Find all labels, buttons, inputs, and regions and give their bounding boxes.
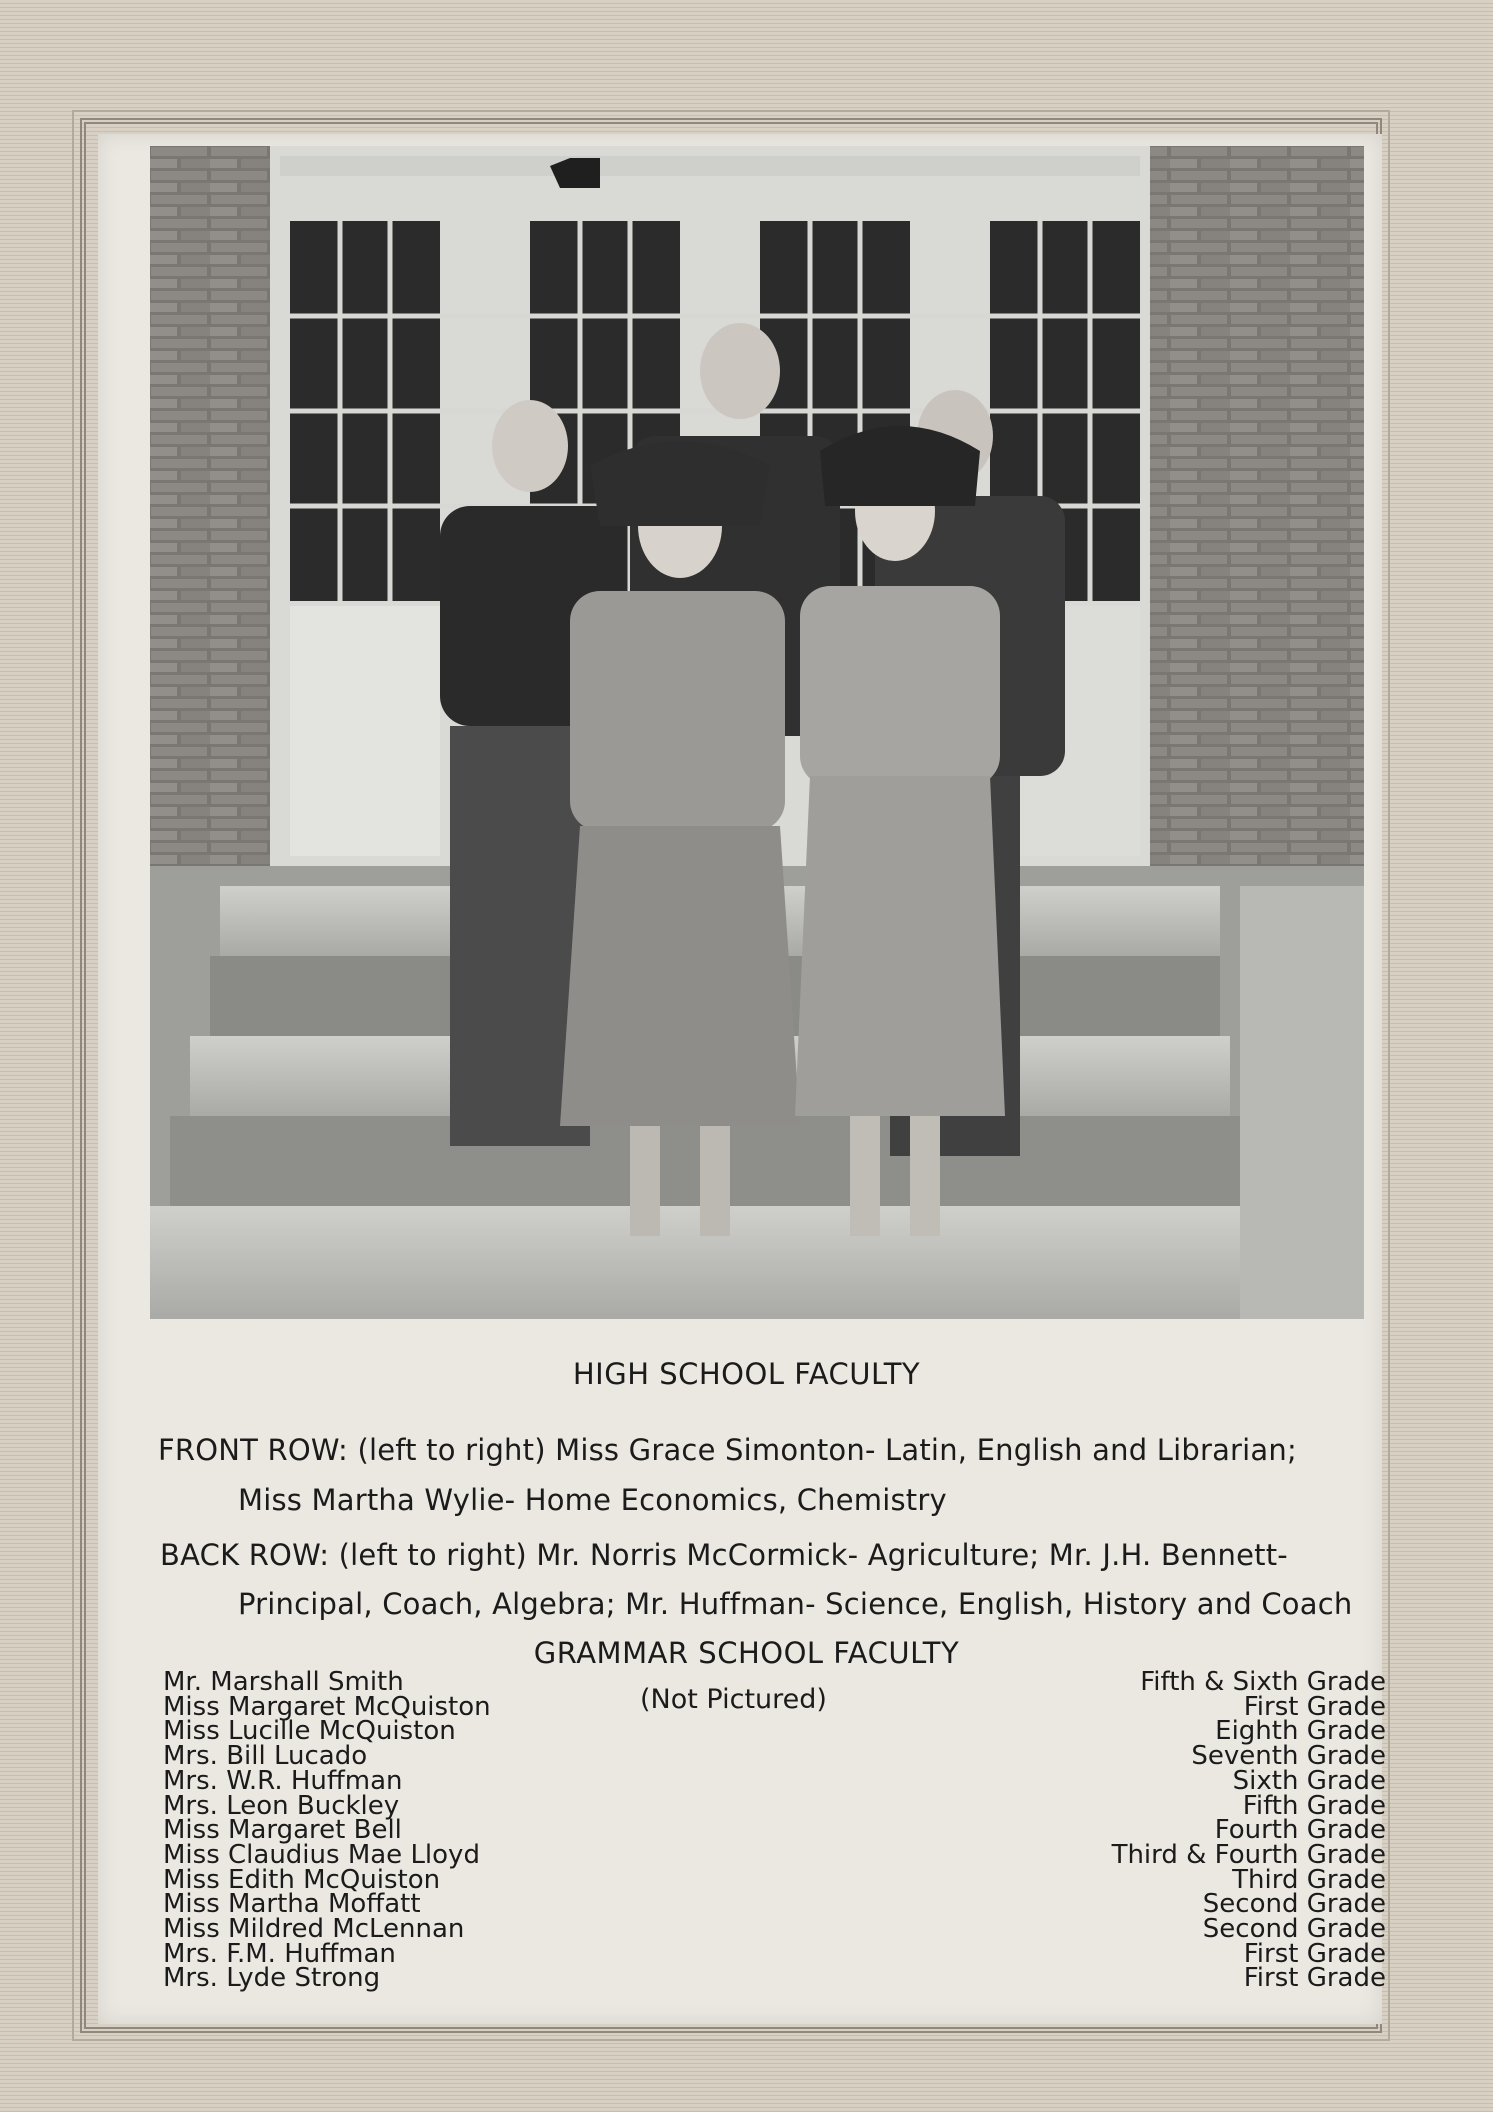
- faculty-name: Miss Margaret Bell: [163, 1815, 402, 1846]
- faculty-name: Mrs. W.R. Huffman: [163, 1765, 403, 1796]
- faculty-grade: Second Grade: [1202, 1889, 1386, 1920]
- faculty-grade: Third Grade: [1232, 1864, 1386, 1895]
- faculty-grade: First Grade: [1243, 1938, 1386, 1969]
- faculty-grade: Fifth & Sixth Grade: [1140, 1667, 1386, 1697]
- faculty-name: Miss Claudius Mae Lloyd: [163, 1839, 480, 1870]
- faculty-name: Miss Lucille McQuiston: [163, 1716, 456, 1747]
- faculty-grade: Fourth Grade: [1214, 1815, 1386, 1846]
- front-row-names-2: Miss Martha Wylie- Home Economics, Chemistry: [238, 1483, 947, 1517]
- faculty-name: Mr. Marshall Smith: [163, 1667, 404, 1697]
- front-row-label: FRONT ROW:: [158, 1433, 349, 1467]
- faculty-name: Miss Margaret McQuiston: [163, 1691, 491, 1722]
- grammar-faculty-grades: [1111, 1667, 1386, 1994]
- back-row-names-2: Principal, Coach, Algebra; Mr. Huffman- Science, English, History and Coach: [238, 1587, 1353, 1621]
- front-row-line-1: [158, 1433, 1297, 1467]
- not-pictured-note: (Not Pictured): [640, 1684, 827, 1715]
- faculty-name: Mrs. Lyde Strong: [163, 1963, 381, 1994]
- faculty-grade: Third & Fourth Grade: [1111, 1839, 1386, 1870]
- faculty-name: Miss Edith McQuiston: [163, 1864, 441, 1895]
- faculty-grade: Eighth Grade: [1215, 1716, 1386, 1747]
- back-row-names-1: (left to right) Mr. Norris McCormick- Agriculture; Mr. J.H. Bennett-: [338, 1538, 1288, 1572]
- high-school-heading: HIGH SCHOOL FACULTY: [572, 1357, 921, 1391]
- faculty-grade: Fifth Grade: [1242, 1790, 1386, 1821]
- faculty-grade: Seventh Grade: [1191, 1741, 1386, 1772]
- faculty-name: Mrs. Bill Lucado: [163, 1741, 368, 1772]
- faculty-grade: First Grade: [1243, 1691, 1386, 1722]
- grammar-faculty-names: [163, 1667, 491, 1994]
- back-row-line-1: [160, 1538, 1288, 1572]
- back-row-label: BACK ROW:: [160, 1538, 330, 1572]
- front-row-names-1: (left to right) Miss Grace Simonton- Latin, English and Librarian;: [357, 1433, 1297, 1467]
- faculty-photograph: [150, 146, 1364, 1319]
- faculty-name: Miss Martha Moffatt: [163, 1889, 421, 1920]
- grammar-school-heading: GRAMMAR SCHOOL FACULTY: [533, 1636, 960, 1670]
- faculty-name: Mrs. Leon Buckley: [163, 1790, 400, 1821]
- faculty-name: Mrs. F.M. Huffman: [163, 1938, 396, 1969]
- faculty-name: Miss Mildred McLennan: [163, 1914, 465, 1945]
- faculty-grade: First Grade: [1243, 1963, 1386, 1994]
- faculty-grade: Second Grade: [1202, 1914, 1386, 1945]
- faculty-grade: Sixth Grade: [1232, 1765, 1386, 1796]
